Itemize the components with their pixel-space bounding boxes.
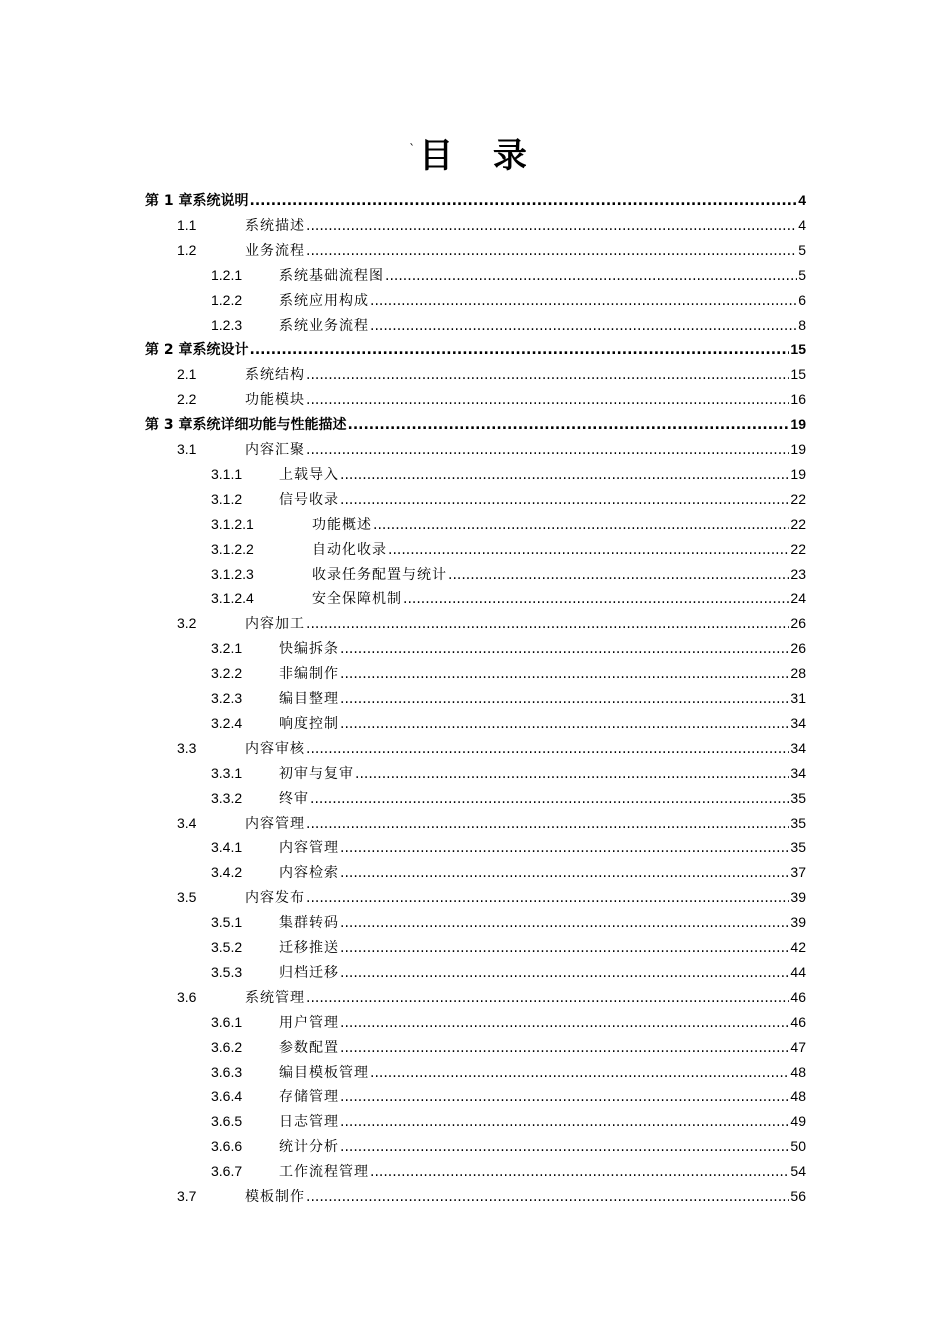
toc-page-number: 15 xyxy=(790,341,806,358)
toc-page-number: 22 xyxy=(790,540,806,557)
toc-entry[interactable] xyxy=(211,313,806,337)
toc-page-number: 26 xyxy=(790,640,806,657)
toc-dot-leader xyxy=(370,314,797,338)
toc-entry-title: 模板制作 xyxy=(245,1189,305,1205)
toc-page-number: 50 xyxy=(790,1138,806,1155)
toc-dot-leader xyxy=(306,214,797,238)
toc-entry-number: 1.2.2 xyxy=(211,291,243,308)
toc-page-number: 4 xyxy=(798,192,806,208)
toc-entry[interactable] xyxy=(177,611,806,635)
toc-dot-leader xyxy=(310,787,789,811)
toc-entry[interactable] xyxy=(211,935,806,959)
toc-entry-title: 编目模板管理 xyxy=(279,1064,369,1081)
toc-entry-title: 系统应用构成 xyxy=(279,292,369,309)
toc-entry[interactable] xyxy=(145,337,806,361)
toc-dot-leader xyxy=(340,1085,789,1109)
page-title: 目 录 xyxy=(419,136,541,176)
toc-page-number: 46 xyxy=(790,1013,806,1030)
toc-page-number: 22 xyxy=(790,490,806,507)
toc-dot-leader xyxy=(340,861,789,885)
toc-entry-number: 3.5 xyxy=(177,889,197,906)
toc-page-number: 34 xyxy=(790,714,806,731)
toc-entry[interactable] xyxy=(211,835,806,859)
toc-entry-number: 3.2.2 xyxy=(211,665,243,682)
toc-page-number: 22 xyxy=(790,515,806,532)
toc-dot-leader xyxy=(306,612,789,636)
toc-entry-number: 3.3.1 xyxy=(211,764,243,781)
toc-entry-number: 3.5.1 xyxy=(211,914,243,931)
toc-dot-leader xyxy=(370,1061,789,1085)
toc-entry-number: 3.5.2 xyxy=(211,939,243,955)
toc-dot-leader xyxy=(340,1135,789,1159)
toc-page-number: 56 xyxy=(790,1188,806,1204)
toc-entry-number: 3.2.3 xyxy=(211,690,243,706)
toc-entry-number: 3.6.3 xyxy=(211,1063,243,1080)
toc-page-number: 39 xyxy=(790,914,806,931)
toc-dot-leader xyxy=(340,911,789,935)
toc-entry-number: 1.1 xyxy=(177,216,197,233)
toc-entry-number: 3.6 xyxy=(177,988,197,1005)
toc-entry-title: 功能概述 xyxy=(312,516,372,533)
toc-entry-number: 3.1.2.2 xyxy=(211,540,254,557)
toc-entry-number: 2.1 xyxy=(177,366,197,383)
toc-entry-number: 3.1.1 xyxy=(211,465,243,482)
toc-entry[interactable] xyxy=(145,412,806,436)
toc-entry[interactable] xyxy=(211,512,806,536)
toc-dot-leader xyxy=(348,413,790,437)
toc-entry-title: 自动化收录 xyxy=(312,541,387,558)
toc-dot-leader xyxy=(306,1185,789,1209)
toc-entry-title: 工作流程管理 xyxy=(279,1164,369,1181)
toc-entry[interactable] xyxy=(211,1134,806,1158)
toc-dot-leader xyxy=(306,239,797,263)
toc-entry-number: 3.6.1 xyxy=(211,1013,243,1030)
toc-entry[interactable] xyxy=(211,786,806,810)
toc-entry-title: 内容加工 xyxy=(245,616,305,633)
toc-dot-leader xyxy=(340,936,789,960)
toc-page-number: 49 xyxy=(790,1113,806,1130)
toc-entry-title: 日志管理 xyxy=(279,1114,339,1131)
toc-entry[interactable] xyxy=(211,1010,806,1034)
toc-dot-leader xyxy=(373,513,789,537)
toc-entry-number: 3.2 xyxy=(177,615,197,632)
toc-page-number: 35 xyxy=(790,839,806,856)
toc-entry-number: 3.6.2 xyxy=(211,1038,243,1055)
toc-dot-leader xyxy=(340,712,789,736)
toc-entry-title: 内容检索 xyxy=(279,865,339,882)
toc-dot-leader xyxy=(306,438,789,462)
toc-entry-number: 3.4.1 xyxy=(211,839,243,856)
toc-entry[interactable] xyxy=(211,960,806,984)
toc-entry-title: 参数配置 xyxy=(279,1039,339,1056)
toc-entry[interactable] xyxy=(177,985,806,1009)
toc-entry-number: 3.6.7 xyxy=(211,1163,243,1180)
toc-dot-leader xyxy=(340,687,789,711)
toc-dot-leader xyxy=(250,189,798,213)
toc-page-number: 24 xyxy=(790,590,806,607)
toc-dot-leader xyxy=(340,961,789,985)
toc-page-number: 54 xyxy=(790,1163,806,1180)
toc-entry-title: 响度控制 xyxy=(279,715,339,732)
toc-entry-title: 终审 xyxy=(279,790,309,807)
toc-dot-leader xyxy=(340,662,789,686)
toc-entry-number: 3.1.2.1 xyxy=(211,515,254,532)
toc-dot-leader xyxy=(306,737,789,761)
toc-entry-title: 系统结构 xyxy=(245,367,305,384)
toc-entry-title: 内容管理 xyxy=(245,815,305,832)
toc-dot-leader xyxy=(340,1036,789,1060)
toc-entry[interactable] xyxy=(211,910,806,934)
toc-entry[interactable] xyxy=(177,437,806,461)
toc-entry[interactable] xyxy=(177,238,806,262)
toc-page-number: 19 xyxy=(790,465,806,482)
toc-entry[interactable] xyxy=(211,686,806,710)
toc-page-number: 28 xyxy=(790,665,806,682)
toc-page-number: 19 xyxy=(790,441,806,457)
toc-entry[interactable] xyxy=(211,1084,806,1108)
toc-entry[interactable] xyxy=(211,462,806,486)
toc-entry-title: 内容汇聚 xyxy=(245,442,305,458)
toc-entry[interactable] xyxy=(211,1060,806,1084)
toc-entry-number: 3.1 xyxy=(177,441,197,457)
toc-entry[interactable] xyxy=(177,885,806,909)
toc-page-number: 4 xyxy=(798,216,806,233)
toc-entry-title: 上载导入 xyxy=(279,466,339,483)
toc-page-number: 37 xyxy=(790,864,806,881)
toc-entry[interactable] xyxy=(211,586,806,610)
toc-page-number: 23 xyxy=(790,565,806,582)
toc-dot-leader xyxy=(403,587,789,611)
toc-entry-title: 系统基础流程图 xyxy=(279,267,384,284)
toc-dot-leader xyxy=(388,538,789,562)
title-block xyxy=(0,128,950,177)
toc-page-number: 47 xyxy=(790,1038,806,1055)
toc-entry-title: 业务流程 xyxy=(245,242,305,259)
toc-page-number: 5 xyxy=(798,266,806,283)
toc-dot-leader xyxy=(340,463,789,487)
toc-entry-number: 3.6.4 xyxy=(211,1088,243,1105)
toc-entry-title: 系统业务流程 xyxy=(279,317,369,334)
toc-entry-number: 3.1.2.3 xyxy=(211,565,254,582)
toc-entry[interactable] xyxy=(211,537,806,561)
toc-entry-number: 3.1.2.4 xyxy=(211,590,254,607)
toc-entry[interactable] xyxy=(177,811,806,835)
toc-page-number: 44 xyxy=(790,963,806,980)
toc-page-number: 35 xyxy=(790,814,806,831)
toc-page-number: 31 xyxy=(790,690,806,706)
toc-page-number: 26 xyxy=(790,615,806,632)
toc-entry-number: 3.5.3 xyxy=(211,963,243,980)
toc-dot-leader xyxy=(306,986,789,1010)
toc-entry-number: 1.2.1 xyxy=(211,266,243,283)
toc-entry-title: 内容管理 xyxy=(279,840,339,857)
toc-entry-title: 内容审核 xyxy=(245,740,305,757)
toc-dot-leader xyxy=(340,836,789,860)
toc-entry-number: 3.6.6 xyxy=(211,1138,243,1155)
toc-entry[interactable] xyxy=(211,711,806,735)
toc-entry-title: 收录任务配置与统计 xyxy=(312,566,447,583)
toc-entry[interactable] xyxy=(211,761,806,785)
toc-entry[interactable] xyxy=(211,1109,806,1133)
toc-entry-title: 第 1 章系统说明 xyxy=(145,193,249,209)
toc-page-number: 19 xyxy=(790,416,806,433)
toc-page-number: 48 xyxy=(790,1063,806,1080)
toc-entry[interactable] xyxy=(177,1184,806,1208)
toc-entry-title: 第 3 章系统详细功能与性能描述 xyxy=(145,417,347,434)
toc-page-number: 35 xyxy=(790,789,806,806)
toc-entry[interactable] xyxy=(177,213,806,237)
toc-dot-leader xyxy=(355,762,789,786)
toc-entry-number: 3.7 xyxy=(177,1188,197,1204)
toc-entry-title: 存储管理 xyxy=(279,1089,339,1106)
toc-page-number: 6 xyxy=(798,291,806,308)
toc-entry-title: 系统描述 xyxy=(245,217,305,234)
toc-entry-number: 3.2.1 xyxy=(211,640,243,657)
toc-page-number: 48 xyxy=(790,1088,806,1105)
toc-page-number: 5 xyxy=(798,241,806,258)
toc-entry[interactable] xyxy=(211,860,806,884)
toc-entry-title: 功能模块 xyxy=(245,392,305,409)
toc-entry-title: 集群转码 xyxy=(279,915,339,932)
toc-dot-leader xyxy=(306,388,789,412)
toc-entry-number: 1.2 xyxy=(177,241,197,258)
toc-dot-leader xyxy=(385,264,797,288)
toc-page-number: 42 xyxy=(790,939,806,955)
toc-entry[interactable] xyxy=(211,288,806,312)
toc-entry[interactable] xyxy=(211,487,806,511)
toc-entry-number: 2.2 xyxy=(177,391,197,408)
toc-dot-leader xyxy=(340,488,789,512)
toc-dot-leader xyxy=(370,289,797,313)
toc-dot-leader xyxy=(306,886,789,910)
toc-entry-number: 1.2.3 xyxy=(211,316,243,333)
toc-page-number: 39 xyxy=(790,889,806,906)
toc-entry-title: 非编制作 xyxy=(279,666,339,683)
toc-entry[interactable] xyxy=(177,736,806,760)
toc-entry-number: 3.6.5 xyxy=(211,1113,243,1130)
toc-entry-number: 3.4.2 xyxy=(211,864,243,881)
title-mark: ` xyxy=(409,142,416,156)
toc-entry[interactable] xyxy=(211,636,806,660)
toc-dot-leader xyxy=(370,1160,789,1184)
toc-entry-title: 内容发布 xyxy=(245,890,305,907)
toc-page-number: 8 xyxy=(798,316,806,333)
toc-page-number: 46 xyxy=(790,988,806,1005)
toc-dot-leader xyxy=(448,563,789,587)
toc-dot-leader xyxy=(340,1011,789,1035)
toc-entry-title: 安全保障机制 xyxy=(312,591,402,608)
toc-entry[interactable] xyxy=(145,188,806,212)
toc-entry-title: 迁移推送 xyxy=(279,940,339,956)
toc-entry-number: 3.2.4 xyxy=(211,714,243,731)
toc-entry-number: 3.4 xyxy=(177,814,197,831)
toc-dot-leader xyxy=(250,338,790,362)
toc-entry-title: 统计分析 xyxy=(279,1139,339,1156)
toc-entry-title: 快编拆条 xyxy=(279,641,339,658)
toc-dot-leader xyxy=(306,363,789,387)
toc-page-number: 16 xyxy=(790,391,806,408)
toc-dot-leader xyxy=(340,637,789,661)
toc-entry[interactable] xyxy=(177,362,806,386)
toc-entry[interactable] xyxy=(177,387,806,411)
toc-entry-title: 系统管理 xyxy=(245,989,305,1006)
toc-entry-number: 3.3.2 xyxy=(211,789,243,806)
toc-entry-title: 信号收录 xyxy=(279,491,339,508)
toc-page-number: 34 xyxy=(790,764,806,781)
toc-entry[interactable] xyxy=(211,661,806,685)
toc-dot-leader xyxy=(340,1110,789,1134)
toc-entry[interactable] xyxy=(211,1159,806,1183)
toc-entry-title: 初审与复审 xyxy=(279,765,354,782)
toc-entry-title: 编目整理 xyxy=(279,691,339,707)
toc-entry-title: 归档迁移 xyxy=(279,964,339,981)
toc-entry-number: 3.3 xyxy=(177,739,197,756)
toc-entry-number: 3.1.2 xyxy=(211,490,243,507)
toc-dot-leader xyxy=(306,812,789,836)
toc-entry-title: 用户管理 xyxy=(279,1014,339,1031)
toc-page-number: 34 xyxy=(790,739,806,756)
toc-entry[interactable] xyxy=(211,1035,806,1059)
toc-entry[interactable] xyxy=(211,562,806,586)
toc-entry[interactable] xyxy=(211,263,806,287)
toc-entry-title: 第 2 章系统设计 xyxy=(145,342,249,359)
toc-page-number: 15 xyxy=(790,366,806,383)
